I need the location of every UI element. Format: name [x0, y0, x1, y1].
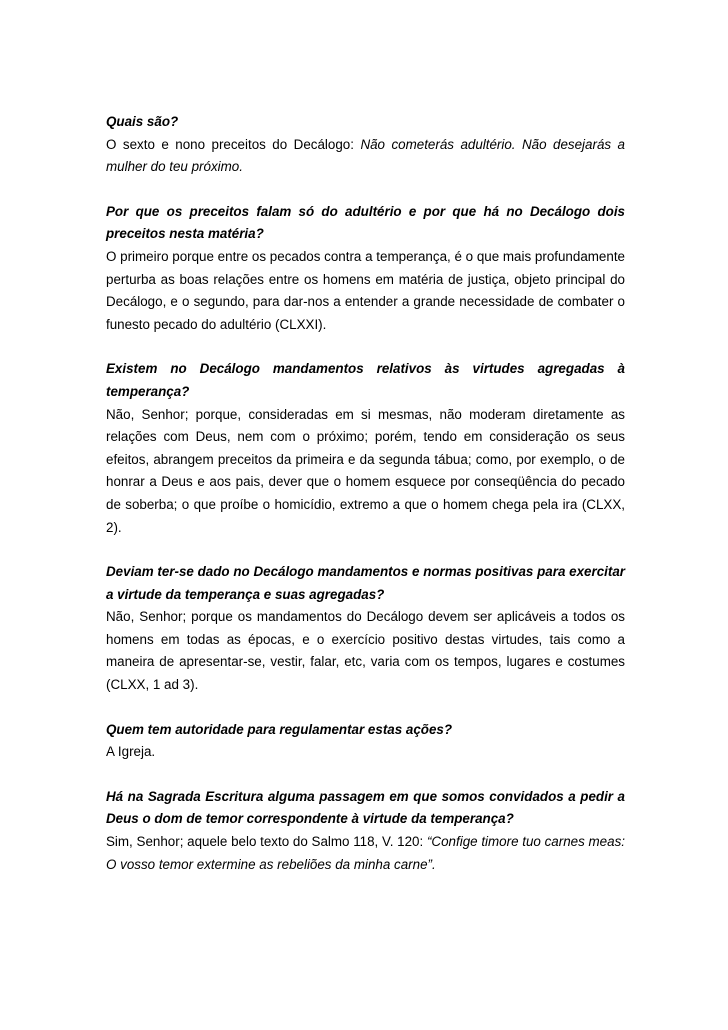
answer-plain: A Igreja. [106, 744, 156, 760]
answer-plain: O primeiro porque entre os pecados contra a temperança, é o que mais profundamente perturba as boas relações entre os homens em matéria de justiça, objeto principal do Decálogo, e o segundo, para dar-nos a entender a grande necessidade de combater o funesto pecado do adultério (CLXXI). [106, 248, 625, 332]
qa-block [106, 358, 625, 539]
answer-text [106, 741, 625, 764]
answer-text [106, 134, 625, 179]
question-text: Existem no Decálogo mandamentos relativos às virtudes agregadas à temperança? [106, 361, 625, 399]
qa-block [106, 561, 625, 697]
answer-italic: “Confige timore tuo carnes meas: O vosso temor extermine as rebeliões da minha carne”. [106, 834, 625, 872]
answer-text [106, 404, 625, 540]
question-text: Deviam ter-se dado no Decálogo mandamentos e normas positivas para exercitar a virtude da temperança e suas agregadas? [106, 564, 625, 602]
answer-plain: O sexto e nono preceitos do Decálogo: [106, 136, 361, 152]
answer-plain: Não, Senhor; porque, consideradas em si mesmas, não moderam diretamente as relações com Deus, nem com o próximo; porém, tendo em consideração os seus efeitos, abrangem preceitos da primeira e da segunda tábua; como, por exemplo, o de honrar a Deus e aos pais, dever que o homem esquece por conseqüência do pecado de soberba; o que proíbe o homicídio, extremo a que o homem chega pela ira (CLXX, 2). [106, 406, 625, 535]
qa-block [106, 201, 625, 337]
qa-block [106, 786, 625, 876]
question-text: Quem tem autoridade para regulamentar estas ações? [106, 721, 453, 737]
document-page [106, 111, 625, 898]
qa-block [106, 719, 625, 764]
answer-plain: Sim, Senhor; aquele belo texto do Salmo 118, V. 120: [106, 834, 427, 850]
answer-text [106, 246, 625, 336]
answer-text [106, 606, 625, 696]
answer-text [106, 831, 625, 876]
question-text: Há na Sagrada Escritura alguma passagem em que somos convidados a pedir a Deus o dom de temor correspondente à virtude da temperança? [106, 788, 625, 827]
answer-plain: Não, Senhor; porque os mandamentos do Decálogo devem ser aplicáveis a todos os homens em todas as épocas, e o exercício positivo destas virtudes, tais como a maneira de apresentar-se, vestir, falar, etc, varia com os tempos, lugares e costumes (CLXX, 1 ad 3). [106, 609, 625, 693]
question-text: Quais são? [106, 114, 179, 129]
qa-block [106, 111, 625, 179]
question-text: Por que os preceitos falam só do adultério e por que há no Decálogo dois preceitos nesta matéria? [106, 203, 625, 242]
answer-italic: Não cometerás adultério. Não desejarás a mulher do teu próximo. [106, 136, 625, 175]
